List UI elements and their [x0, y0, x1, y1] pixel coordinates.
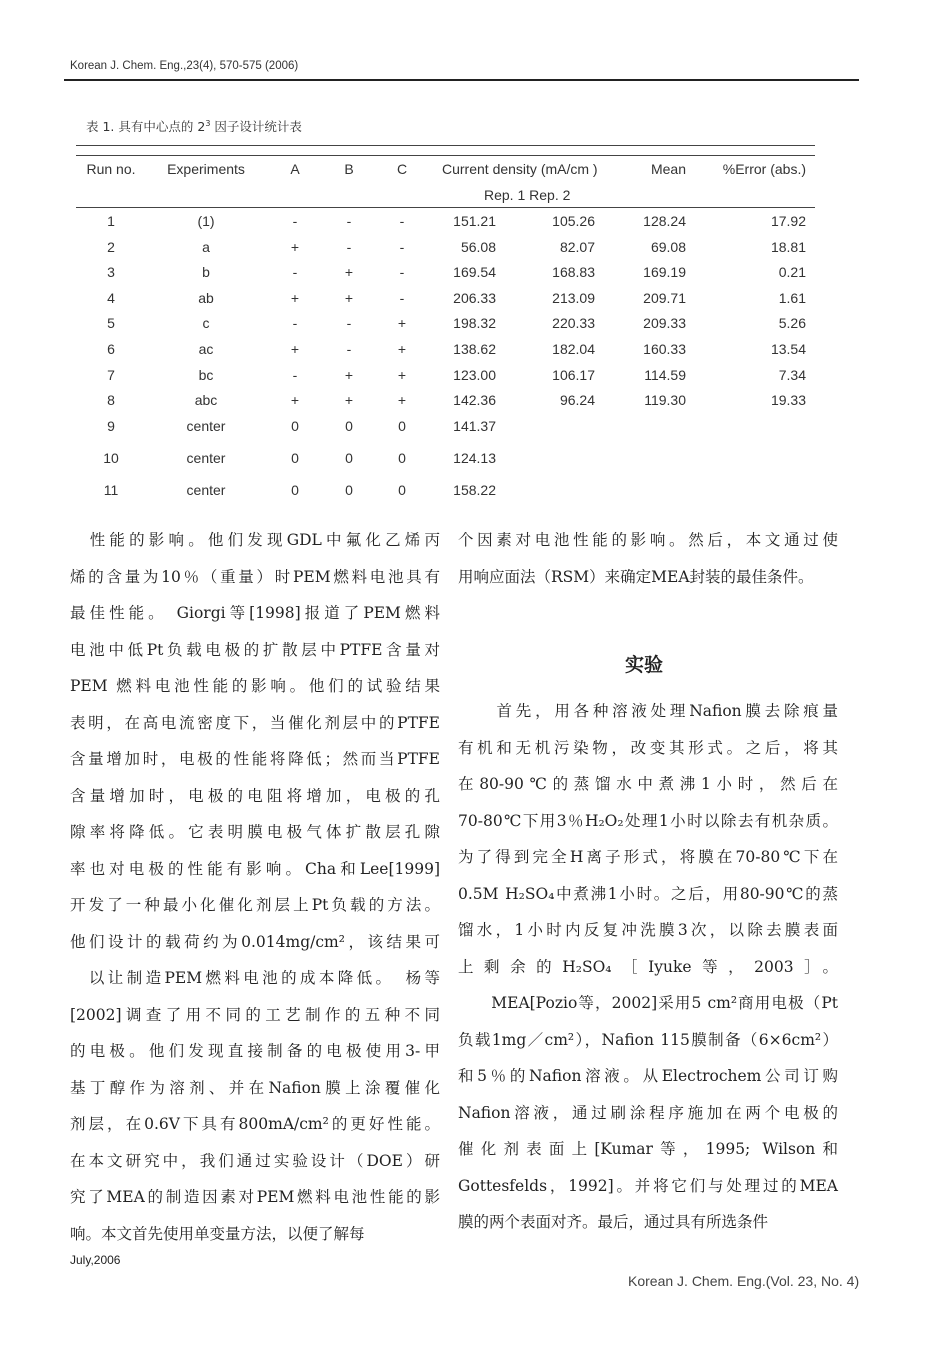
text-line: 在80-90℃的蒸馏水中煮沸1小时，然后在 — [458, 775, 838, 793]
text-line: 率也对电极的性能有影响。Cha和Lee[1999] — [70, 859, 440, 878]
text-line: 首先，用各种溶液处理Nafion膜去除痕量 — [458, 702, 838, 720]
table-cell-a: 0 — [291, 418, 299, 434]
table-cell-mean: 69.08 — [650, 239, 686, 255]
table-cell-err: 13.54 — [770, 341, 806, 357]
table-cell-b: - — [346, 239, 352, 255]
table-cell-b: + — [344, 392, 354, 408]
table-cell-c: + — [397, 367, 407, 383]
table-cell-mean: 169.19 — [643, 264, 686, 280]
table-cell-a: 0 — [291, 450, 299, 466]
table-cell-rep1: 151.21 — [453, 213, 496, 229]
table-cell-rep1: 158.22 — [453, 482, 496, 498]
header-rule — [64, 79, 859, 81]
table-cell-mean: 209.33 — [643, 315, 686, 331]
table-caption-sup: 3 — [205, 118, 211, 128]
text-line: 性能的影响。他们发现GDL中氟化乙烯丙 — [70, 531, 440, 549]
table-cell-a: + — [290, 392, 300, 408]
footer-journal: Korean J. Chem. Eng.(Vol. 23, No. 4) — [628, 1273, 860, 1289]
table-cell-rep2: 96.24 — [559, 392, 595, 408]
table-cell-b: - — [346, 341, 352, 357]
table-cell-mean: 209.71 — [643, 290, 686, 306]
text-line: 含量增加时，电极的性能将降低；然而当PTFE — [70, 750, 440, 768]
table-cell-c: + — [397, 341, 407, 357]
table-cell-exp: b — [202, 264, 210, 280]
table-cell-a: + — [290, 239, 300, 255]
left-column-text — [70, 522, 440, 1252]
text-line: 隙率将降低。它表明膜电极气体扩散层孔隙 — [70, 823, 440, 841]
text-line: 烯的含量为10％（重量）时PEM燃料电池具有 — [70, 567, 440, 586]
table-cell-rep2: 168.83 — [552, 264, 595, 280]
table-cell-b: 0 — [345, 450, 353, 466]
table-cell-c: - — [399, 213, 405, 229]
text-line: 的电极。他们发现直接制备的电极使用3-甲 — [70, 1042, 440, 1060]
table-cell-a: 0 — [291, 482, 299, 498]
table-cell-mean: 114.59 — [644, 367, 686, 383]
table-cell-run: 1 — [107, 213, 115, 229]
table-cell-exp: (1) — [197, 213, 215, 229]
table-cell-rep1: 138.62 — [453, 341, 496, 357]
table-cell-a: - — [292, 315, 298, 331]
text-line: 上剩余的H₂SO₄［Iyuke等，2003］。 — [458, 957, 838, 976]
table-cell-mean: 160.33 — [643, 341, 686, 357]
right-column-text-top — [458, 522, 838, 595]
table-cell-a: + — [290, 341, 300, 357]
table-cell-a: - — [292, 213, 298, 229]
table-cell-rep1: 169.54 — [453, 264, 496, 280]
table-cell-rep2: 182.04 — [552, 341, 595, 357]
table-cell-exp: c — [202, 315, 210, 331]
table-cell-mean: 119.30 — [644, 392, 686, 408]
table-cell-a: - — [292, 367, 298, 383]
text-line: PEM 燃料电池性能的影响。他们的试验结果 — [70, 677, 440, 695]
table-cell-c: 0 — [398, 482, 406, 498]
text-line: 响。本文首先使用单变量方法，以便了解每 — [70, 1224, 365, 1243]
table-cell-rep1: 198.32 — [453, 315, 496, 331]
table-cell-b: - — [346, 315, 352, 331]
table-cell-rep1: 123.00 — [453, 367, 496, 383]
text-line: 为了得到完全H离子形式，将膜在70-80℃下在 — [458, 848, 838, 866]
table-cell-rep1: 142.36 — [453, 392, 496, 408]
table-cell-exp: center — [186, 482, 226, 498]
table-cell-c: - — [399, 264, 405, 280]
text-line: [2002]调查了用不同的工艺制作的五种不同 — [70, 1005, 440, 1024]
text-line: 用响应面法（RSM）来确定MEA封装的最佳条件。 — [458, 567, 814, 586]
table-cell-c: 0 — [398, 418, 406, 434]
text-line: 电池中低Pt负载电极的扩散层中PTFE含量对 — [70, 640, 440, 659]
table-caption-prefix: 表 1. 具有中心点的 2 — [86, 119, 206, 134]
header-experiments: Experiments — [167, 161, 245, 177]
table-cell-err: 18.81 — [770, 239, 806, 255]
table-caption — [86, 117, 302, 135]
table-cell-err: 0.21 — [778, 264, 806, 280]
text-line: 基丁醇作为溶剂、并在Nafion膜上涂覆催化 — [70, 1078, 440, 1097]
table-cell-run: 3 — [107, 264, 115, 280]
text-line: 剂层，在0.6V下具有800mA/cm²的更好性能。 — [70, 1115, 440, 1133]
table-cell-run: 7 — [107, 367, 115, 383]
table-cell-b: + — [344, 264, 354, 280]
table-cell-err: 1.61 — [778, 290, 806, 306]
header-reps: Rep. 1 Rep. 2 — [484, 187, 571, 203]
table-cell-c: + — [397, 315, 407, 331]
table-cell-rep2: 82.07 — [559, 239, 595, 255]
header-a: A — [290, 161, 300, 177]
table-cell-exp: abc — [194, 392, 218, 408]
header-b: B — [344, 161, 354, 177]
table-cell-run: 9 — [107, 418, 115, 434]
table-cell-run: 6 — [107, 341, 115, 357]
table-cell-b: + — [344, 367, 354, 383]
section-title: 实验 — [625, 654, 664, 676]
text-line: 膜的两个表面对齐。最后，通过具有所选条件 — [458, 1213, 769, 1231]
table-cell-rep1: 206.33 — [453, 290, 496, 306]
text-line: 以让制造PEM燃料电池的成本降低。 杨等 — [70, 969, 440, 987]
table-cell-rep2: 220.33 — [552, 315, 595, 331]
text-line: 在本文研究中，我们通过实验设计（DOE）研 — [70, 1151, 440, 1170]
header-c: C — [396, 161, 408, 177]
table-cell-b: 0 — [345, 482, 353, 498]
table-cell-run: 5 — [107, 315, 115, 331]
table-cell-c: - — [399, 239, 405, 255]
right-column-text-bottom — [458, 693, 838, 1241]
table-cell-run: 11 — [103, 482, 119, 498]
table-cell-run: 2 — [107, 239, 115, 255]
table-cell-b: - — [346, 213, 352, 229]
table-cell-exp: a — [202, 239, 210, 255]
table-cell-b: + — [344, 290, 354, 306]
table-cell-mean: 128.24 — [643, 213, 686, 229]
table-cell-rep2: 106.17 — [552, 367, 595, 383]
text-line: MEA[Pozio等，2002]采用5 cm²商用电极（Pt — [458, 994, 838, 1012]
text-line: 有机和无机污染物，改变其形式。之后，将其 — [458, 738, 838, 757]
table-cell-run: 10 — [103, 450, 119, 466]
table-cell-exp: center — [186, 418, 226, 434]
table-top-rule-2 — [76, 155, 815, 156]
table-header-rule — [76, 207, 815, 208]
table-cell-c: - — [399, 290, 405, 306]
table-cell-rep1: 124.13 — [453, 450, 496, 466]
table-cell-exp: ab — [198, 290, 214, 306]
table-top-rule — [76, 145, 815, 146]
text-line: 究了MEA的制造因素对PEM燃料电池性能的影 — [70, 1188, 440, 1206]
text-line: 开发了一种最小化催化剂层上Pt负载的方法。 — [70, 896, 440, 914]
text-line: 催化剂表面上[Kumar等，1995; Wilson和 — [458, 1140, 838, 1158]
table-cell-run: 8 — [107, 392, 115, 408]
text-line: 70-80℃下用3％H₂O₂处理1小时以除去有机杂质。 — [458, 811, 838, 830]
header-current-density: Current density (mA/cm ) — [442, 161, 598, 177]
header-run: Run no. — [86, 161, 136, 177]
table-cell-err: 17.92 — [770, 213, 806, 229]
table-cell-err: 5.26 — [778, 315, 806, 331]
table-cell-exp: bc — [198, 367, 214, 383]
text-line: 和5％的Nafion溶液。从Electrochem公司订购 — [458, 1067, 838, 1085]
table-cell-err: 7.34 — [778, 367, 806, 383]
text-line: 表明，在高电流密度下，当催化剂层中的PTFE — [70, 713, 440, 732]
table-cell-a: - — [292, 264, 298, 280]
text-line: 负载1mg／cm²），Nafion 115膜制备（6×6cm²） — [458, 1030, 838, 1049]
table-cell-rep2: 213.09 — [552, 290, 595, 306]
table-cell-rep1: 141.37 — [453, 418, 496, 434]
text-line: 馏水，1小时内反复冲洗膜3次，以除去膜表面 — [458, 921, 838, 939]
table-cell-c: 0 — [398, 450, 406, 466]
table-cell-exp: center — [186, 450, 226, 466]
text-line: Nafion溶液，通过刷涂程序施加在两个电极的 — [458, 1103, 838, 1122]
table-cell-run: 4 — [107, 290, 115, 306]
header-error: %Error (abs.) — [722, 161, 806, 177]
table-cell-a: + — [290, 290, 300, 306]
table-cell-b: 0 — [345, 418, 353, 434]
text-line: 他们设计的载荷约为0.014mg/cm²，该结果可 — [70, 932, 440, 951]
header-mean: Mean — [650, 161, 686, 177]
text-line: 0.5M H₂SO₄中煮沸1小时。之后，用80-90℃的蒸 — [458, 884, 838, 903]
table-cell-exp: ac — [198, 341, 214, 357]
table-cell-rep2: 105.26 — [552, 213, 595, 229]
table-caption-suffix: 因子设计统计表 — [210, 119, 302, 134]
text-line: 含量增加时，电极的电阻将增加，电极的孔 — [70, 786, 440, 805]
text-line: Gottesfelds，1992]。并将它们与处理过的MEA — [458, 1176, 838, 1195]
text-line: 最佳性能。 Giorgi等[1998]报道了PEM燃料 — [70, 604, 440, 622]
table-cell-c: + — [397, 392, 407, 408]
text-line: 个因素对电池性能的影响。然后，本文通过使 — [458, 531, 838, 549]
journal-reference: Korean J. Chem. Eng.,23(4), 570-575 (2006) — [70, 60, 299, 72]
table-cell-rep1: 56.08 — [460, 239, 496, 255]
table-cell-err: 19.33 — [770, 392, 806, 408]
footer-date: July,2006 — [70, 1253, 121, 1267]
